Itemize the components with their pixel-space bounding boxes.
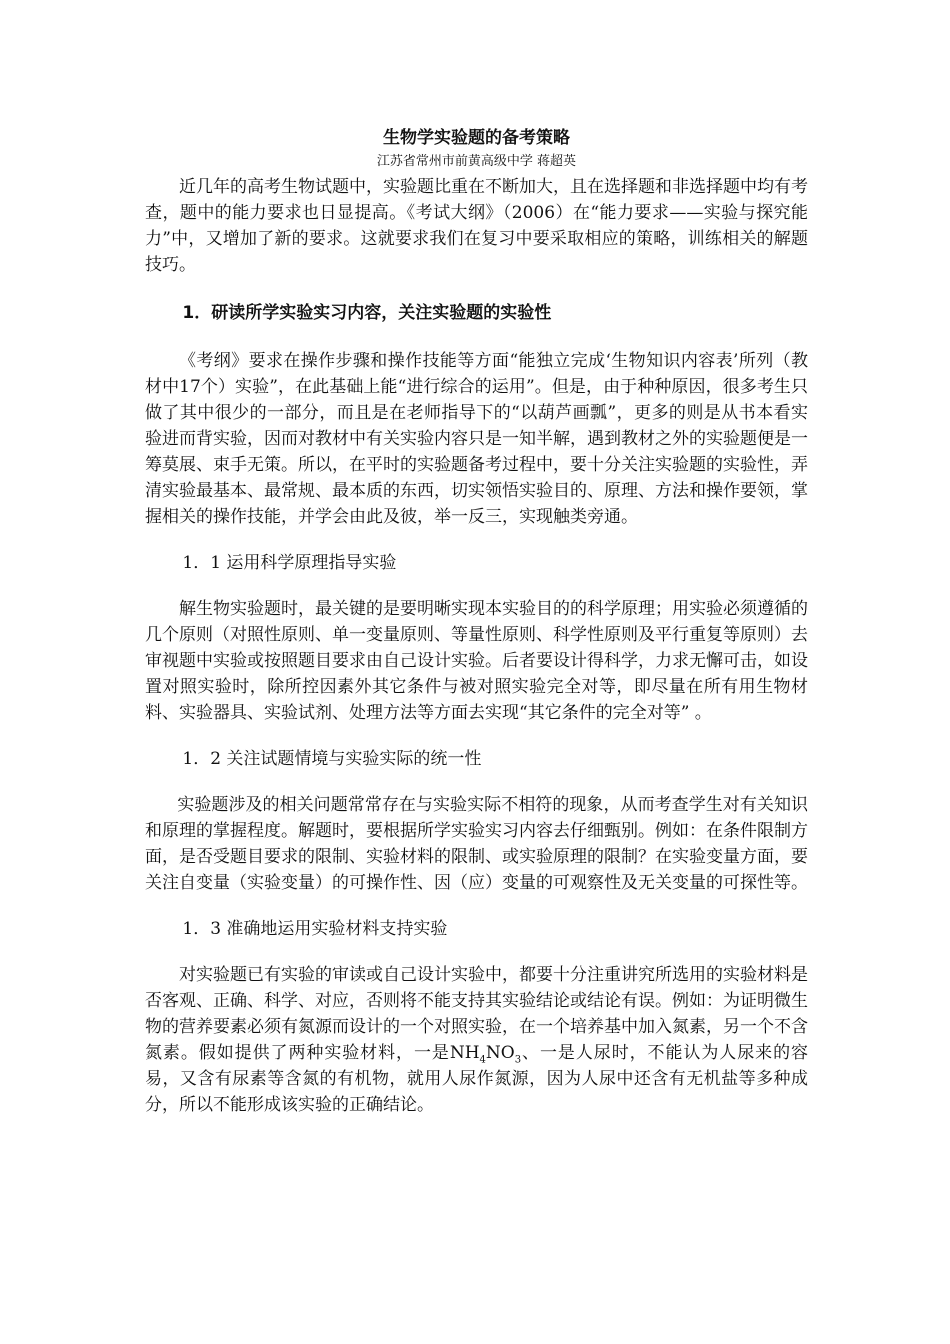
section-1-3-heading: 1．3 准确地运用实验材料支持实验 — [182, 919, 448, 939]
section-1-3-text-after: 、一是人尿时，不能认为人尿来的容易，又含有尿素等含氮的有机物，就用人尿作氮源，因为人尿中还含有无机盐等多种成分，所以不能形成该实验的正确结论。 — [145, 1043, 809, 1115]
spacer — [145, 530, 808, 550]
section-1-1-heading: 1．1 运用科学原理指导实验 — [182, 553, 397, 573]
document-body — [145, 124, 808, 1118]
formula-subscript-4: 4 — [479, 1054, 486, 1066]
document-title: 生物学实验题的备考策略 — [383, 128, 570, 148]
spacer — [145, 772, 808, 792]
spacer — [145, 896, 808, 916]
chemical-formula — [449, 1043, 522, 1066]
section-1-2-paragraph: 实验题涉及的相关问题常常存在与实验实际不相符的现象，从而考查学生对有关知识和原理的掌握程度。解题时，要根据所学实验实习内容去仔细甄别。例如：在条件限制方面，是否受题目要求的限制、实验材料的限制、或实验原理的限制？在实验变量方面，要关注自变量（实验变量）的可操作性、因（应）变量的可观察性及无关变量的可探性等。 — [145, 795, 808, 893]
spacer — [145, 278, 808, 300]
spacer — [145, 726, 808, 746]
formula-subscript-3: 3 — [514, 1054, 522, 1066]
section-1-3-text-before: 对实验题已有实验的审读或自己设计实验中，都要十分注重讲究所选用的实验材料是否客观、正确、科学、对应，否则将不能支持其实验结论或结论有误。例如：为证明微生物的营养要素必须有氮源而设计的一个对照实验，在一个培养基中加入氮素，另一个不含氮素。假如提供了两种实验材料，一是 — [145, 965, 808, 1063]
section-1-heading: 1．研读所学实验实习内容，关注实验题的实验性 — [182, 303, 552, 323]
section-1-2-heading: 1．2 关注试题情境与实验实际的统一性 — [182, 749, 482, 769]
formula-no: NO — [485, 1043, 515, 1063]
spacer — [145, 576, 808, 596]
section-1-3-paragraph — [145, 962, 808, 1118]
document-author: 江苏省常州市前黄高级中学 蒋超英 — [376, 154, 577, 169]
formula-nh: NH — [449, 1043, 480, 1063]
section-1-paragraph: 《考纲》要求在操作步骤和操作技能等方面“能独立完成‘生物知识内容表’所列（教材中17个）实验”，在此基础上能“进行综合的运用”。但是，由于种种原因，很多考生只做了其中很少的一部分，而且是在老师指导下的“以葫芦画瓢”，更多的则是从书本看实验进而背实验，因而对教材中有关实验内容只是一知半解，遇到教材之外的实验题便是一筹莫展、束手无策。所以，在平时的实验题备考过程中，要十分关注实验题的实验性，弄清实验最基本、最常规、最本质的东西，切实领悟实验目的、原理、方法和操作要领，掌握相关的操作技能，并学会由此及彼，举一反三，实现触类旁通。 — [145, 351, 808, 527]
spacer — [145, 326, 808, 348]
spacer — [145, 942, 808, 962]
intro-paragraph: 近几年的高考生物试题中，实验题比重在不断加大，且在选择题和非选择题中均有考查，题中的能力要求也日显提高。《考试大纲》（2006）在“能力要求——实验与探究能力”中，又增加了新的要求。这就要求我们在复习中要采取相应的策略，训练相关的解题技巧。 — [145, 177, 808, 275]
section-1-1-paragraph: 解生物实验题时，最关键的是要明晰实现本实验目的的科学原理；用实验必须遵循的几个原则（对照性原则、单一变量原则、等量性原则、科学性原则及平行重复等原则）去审视题中实验或按照题目要求由自己设计实验。后者要设计得科学，力求无懈可击，如设置对照实验时，除所控因素外其它条件与被对照实验完全对等，即尽量在所有用生物材料、实验器具、实验试剂、处理方法等方面去实现“其它条件的完全对等” 。 — [145, 599, 808, 723]
